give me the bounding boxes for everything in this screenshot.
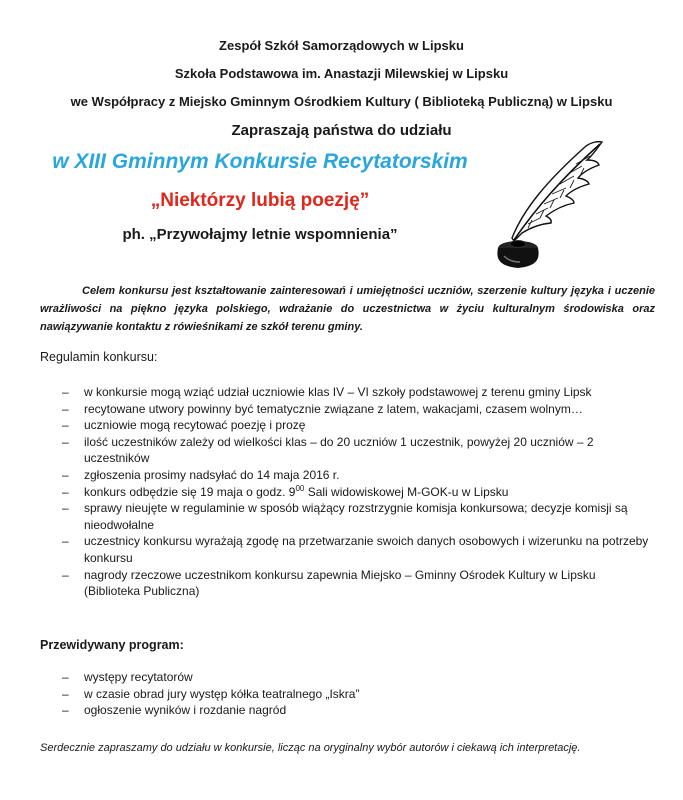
list-item-text: w czasie obrad jury występ kółka teatralnego „Iskra” — [84, 686, 360, 701]
list-item-text: recytowane utwory powinny być tematycznie związane z latem, wakacjami, czasem wolnym… — [84, 401, 583, 416]
list-item — [40, 567, 654, 600]
meeting-minutes: 00 — [295, 483, 305, 493]
dash-marker: – — [62, 484, 69, 499]
list-item-text: ogłoszenie wyników i rozdanie nagród — [84, 703, 287, 718]
dash-marker: – — [62, 686, 69, 701]
list-item-text: uczestnicy konkursu wyrażają zgodę na przetwarzanie swoich danych osobowych i wizerunku na potrzeby konkursu — [84, 534, 649, 565]
list-item-text: ilość uczestników zależy od wielkości klas – do 20 uczniów 1 uczestnik, powyżej 20 uczniów – 2 uczestników — [84, 434, 594, 466]
contest-goal-paragraph: Celem konkursu jest kształtowanie zainteresowań i umiejętności uczniów, szerzenie kultury języka i uczenie wrażliwości na piękno języka polskiego, wdrażanie do uczestnictwa w życiu kulturalnym środowiska oraz nawiązywanie kontaktu z rówieśnikami ze szkół terenu gminy. — [40, 285, 655, 333]
dash-marker: – — [62, 567, 69, 582]
list-item — [40, 500, 654, 533]
dash-marker: – — [62, 418, 69, 433]
list-item — [40, 702, 654, 719]
list-item — [40, 401, 654, 418]
regulations-list — [40, 384, 654, 600]
dash-marker: – — [62, 501, 69, 516]
list-item — [40, 417, 654, 434]
list-item-text: zgłoszenia prosimy nadsyłać do 14 maja 2016 r. — [84, 467, 340, 482]
dash-marker: – — [62, 385, 69, 399]
list-item — [40, 467, 654, 484]
contest-title: „Niektórzy lubią poezję” — [150, 190, 370, 211]
program-label: Przewidywany program: — [40, 638, 184, 652]
quill-inkwell-icon — [488, 138, 608, 273]
meeting-place: Sali widowiskowej M-GOK-u w Lipsku — [304, 484, 509, 499]
dash-marker: – — [62, 401, 69, 416]
list-item-text: nagrody rzeczowe uczestnikom konkursu zapewnia Miejsko – Gminny Ośrodek Kultury w Lipsku (Biblioteka Publiczna) — [84, 567, 596, 599]
dash-marker: – — [62, 534, 69, 549]
contest-name: w XIII Gminnym Konkursie Recytatorskim — [52, 150, 468, 173]
dash-marker: – — [62, 703, 69, 718]
list-item — [40, 484, 654, 501]
contest-theme: ph. „Przywołajmy letnie wspomnienia” — [122, 226, 398, 243]
list-item-text: sprawy nieujęte w regulaminie w sposób wiążący rozstrzygnie komisja konkursowa; decyzje komisji są nieodwołalne — [84, 501, 628, 532]
dash-marker: – — [62, 467, 69, 482]
list-item — [40, 434, 654, 467]
program-list — [40, 669, 654, 719]
dash-marker: – — [62, 434, 69, 449]
list-item — [40, 669, 654, 686]
cooperation-line: we Współpracy z Miejsko Gminnym Ośrodkiem Kultury ( Biblioteką Publiczną) w Lipsku — [70, 94, 613, 109]
organizer-primary-school: Szkoła Podstawowa im. Anastazji Milewskiej w Lipsku — [174, 66, 509, 81]
dash-marker: – — [62, 670, 69, 684]
list-item — [40, 686, 654, 703]
list-item-text: w konkursie mogą wziąć udział uczniowie klas IV – VI szkoły podstawowej z terenu gminy Lipsk — [84, 385, 592, 399]
invitation-line: Zapraszają państwa do udziału — [231, 122, 452, 139]
list-item-text: występy recytatorów — [84, 670, 193, 684]
list-item — [40, 384, 654, 401]
list-item — [40, 533, 654, 566]
regulations-label: Regulamin konkursu: — [40, 350, 158, 364]
list-item-text: uczniowie mogą recytować poezję i prozę — [84, 418, 306, 433]
organizer-school: Zespół Szkół Samorządowych w Lipsku — [219, 38, 464, 53]
closing-invitation: Serdecznie zapraszamy do udziału w konkursie, licząc na oryginalny wybór autorów i ciekawą ich interpretację. — [40, 742, 581, 754]
meeting-text: konkurs odbędzie się 19 maja o godz. 9 — [84, 484, 296, 499]
